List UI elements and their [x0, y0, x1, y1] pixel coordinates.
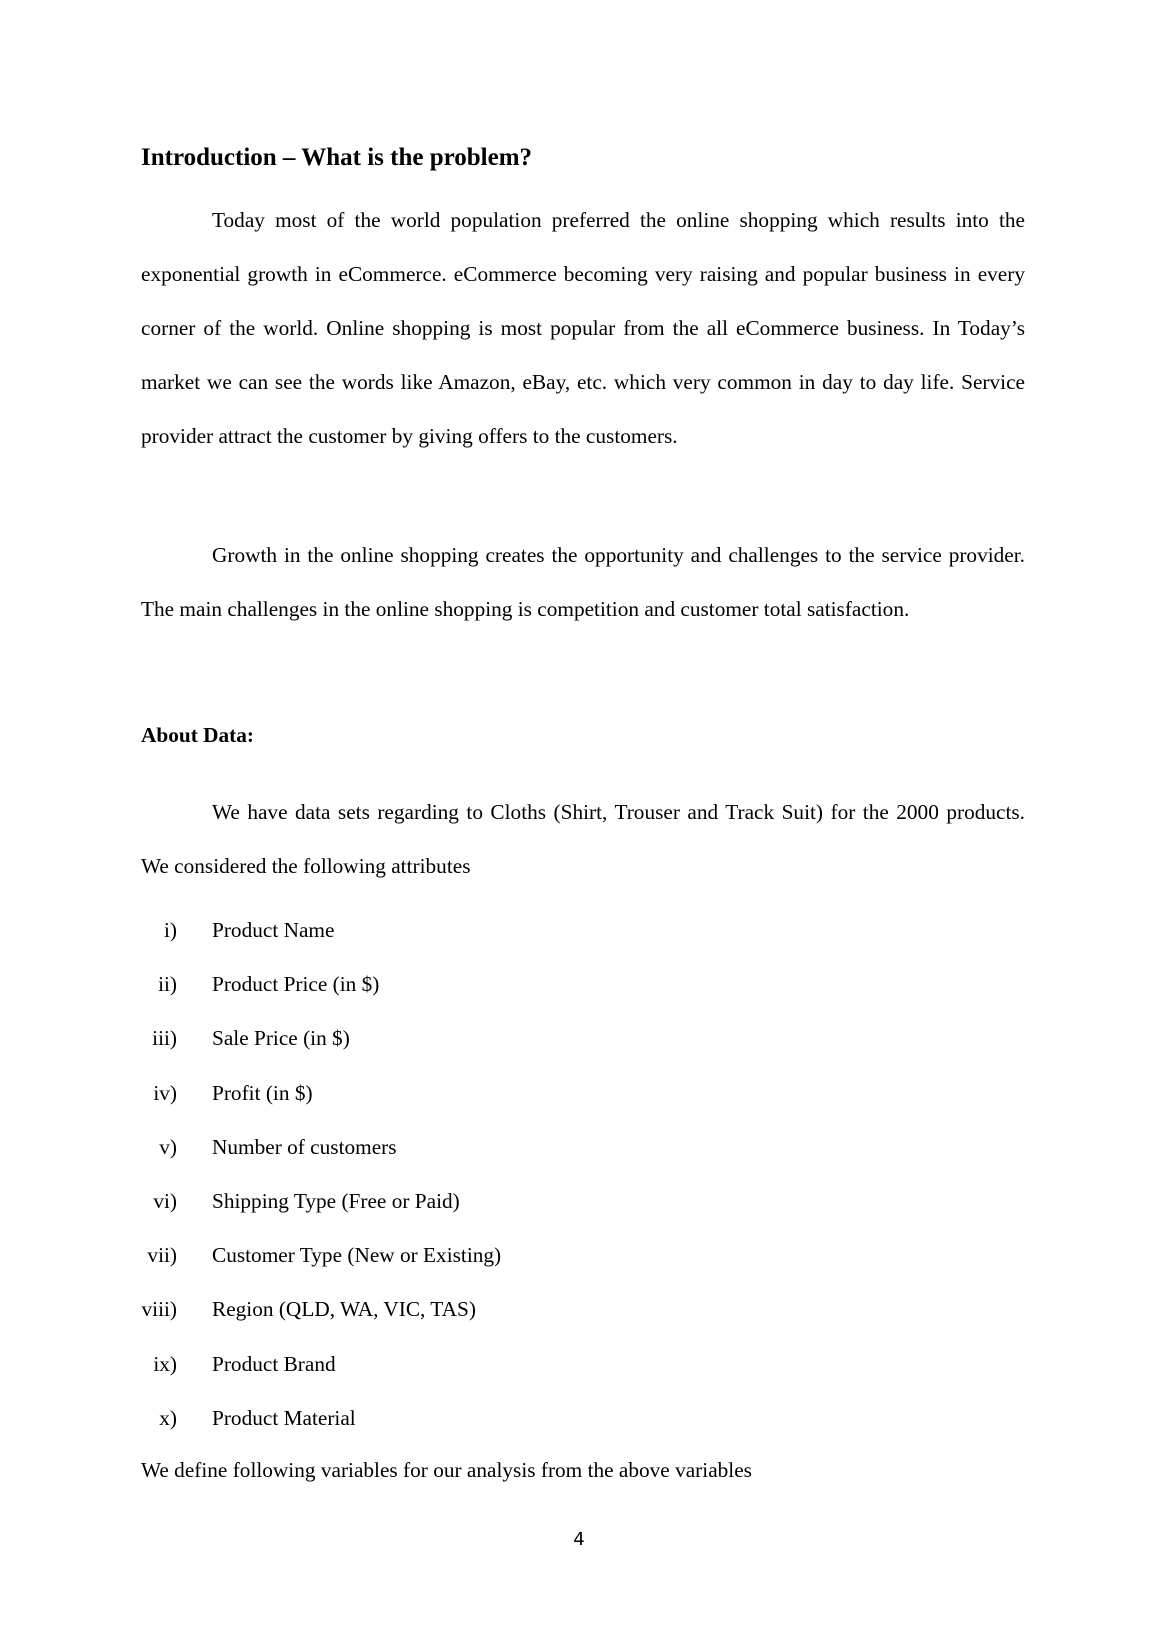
list-item-number: v) — [159, 1134, 177, 1159]
list-item — [0, 1174, 1158, 1228]
challenges-paragraph: Growth in the online shopping creates the opportunity and challenges to the service provider. The main challenges in the online shopping is competition and customer total satisfaction. — [141, 543, 1025, 621]
list-item-number: i) — [163, 918, 177, 942]
list-item-text: Product Brand — [212, 1351, 336, 1376]
list-item — [0, 1066, 1158, 1120]
list-item — [0, 1011, 1158, 1065]
list-item — [0, 1391, 1158, 1445]
list-item-number: iv) — [153, 1080, 177, 1105]
list-item — [0, 1282, 1158, 1336]
list-item-text: Product Material — [212, 1405, 356, 1430]
list-item — [0, 1337, 1158, 1391]
list-item-text: Region (QLD, WA, VIC, TAS) — [212, 1297, 476, 1322]
dataset-paragraph: We have data sets regarding to Cloths (Shirt, Trouser and Track Suit) for the 2000 products. We considered the following attributes — [141, 800, 1025, 878]
list-item — [0, 1120, 1158, 1174]
list-item — [0, 903, 1158, 957]
list-item-number: ii) — [158, 972, 177, 997]
list-item-number: ix) — [153, 1351, 177, 1376]
list-item-text: Profit (in $) — [212, 1080, 313, 1105]
list-item-number: viii) — [141, 1297, 177, 1322]
page-number: 4 — [573, 1529, 585, 1550]
list-item-text: Product Price (in $) — [212, 972, 380, 997]
about-data-subheading: About Data: — [141, 723, 254, 747]
list-item-text: Shipping Type (Free or Paid) — [212, 1188, 460, 1213]
closing-sentence: We define following variables for our analysis from the above variables — [141, 1458, 752, 1482]
intro-paragraph: Today most of the world population preferred the online shopping which results into the exponential growth in eCommerce. eCommerce becoming very raising and popular business in every corner of the world. Online shopping is most popular from the all eCommerce business. In Today’s market we can see the words like Amazon, eBay, etc. which very common in day to day life. Service provider attract the customer by giving offers to the customers. — [141, 208, 1025, 448]
list-item-number: iii) — [152, 1026, 177, 1051]
list-item-number: vi) — [153, 1188, 177, 1213]
attribute-list — [0, 903, 1158, 1445]
list-item — [0, 957, 1158, 1011]
list-item — [0, 1228, 1158, 1282]
section-heading: Introduction – What is the problem? — [141, 144, 533, 171]
list-item-text: Number of customers — [212, 1134, 397, 1159]
list-item-text: Product Name — [212, 918, 335, 942]
list-item-text: Customer Type (New or Existing) — [212, 1243, 502, 1268]
list-item-text: Sale Price (in $) — [212, 1026, 350, 1051]
list-item-number: vii) — [147, 1243, 177, 1268]
list-item-number: x) — [159, 1405, 177, 1430]
